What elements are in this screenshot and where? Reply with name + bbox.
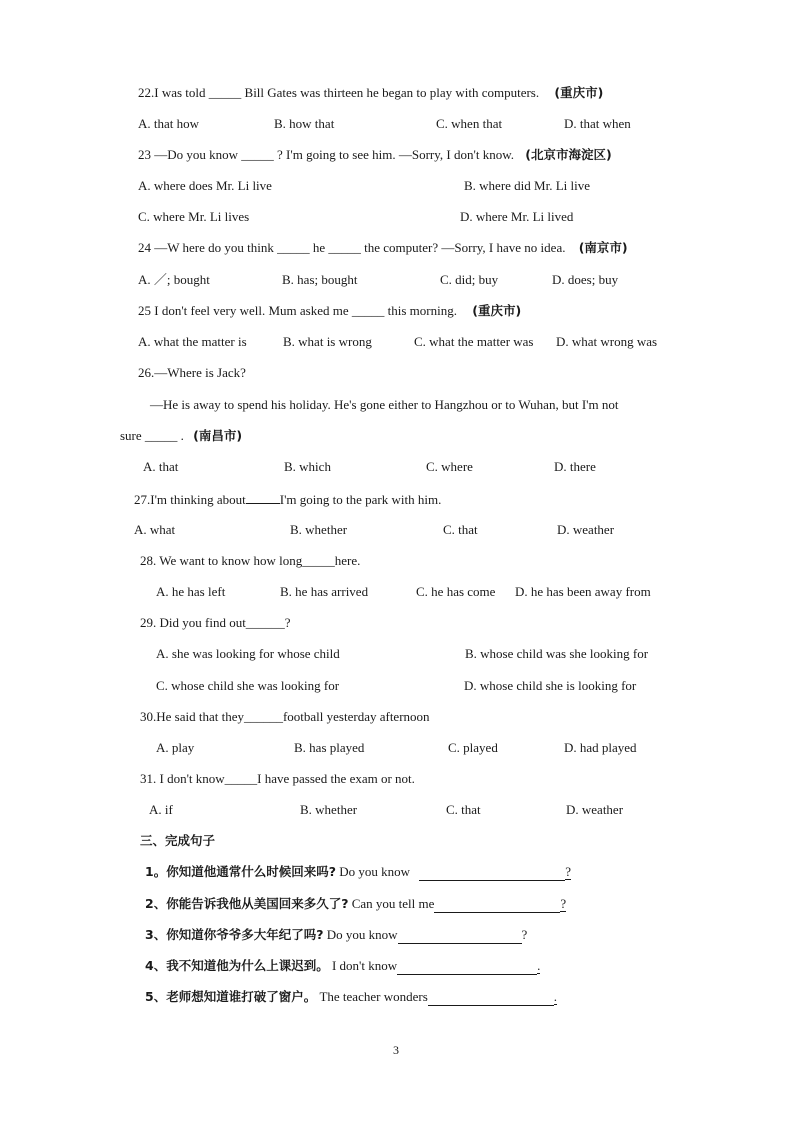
q30-option-d: D. had played (564, 740, 637, 755)
answer-blank (398, 927, 522, 944)
q29-option-b: B. whose child was she looking for (465, 646, 649, 661)
q28-option-c: C. he has come (416, 584, 496, 599)
question-23 (138, 147, 612, 163)
sentence-chinese: 你能告诉我他从美国回来多久了? (166, 896, 349, 911)
q23-option-a: A. where does Mr. Li live (138, 178, 272, 193)
q31-option-d: D. weather (566, 802, 624, 817)
question-24 (138, 240, 628, 256)
q28-option-b: B. he has arrived (280, 584, 369, 599)
q26-line-3: sure _____ . (120, 428, 184, 443)
q22-option-c: C. when that (436, 116, 503, 131)
q23-option-c: C. where Mr. Li lives (138, 209, 250, 224)
q30-option-b: B. has played (294, 740, 365, 755)
sentence-number: 4、 (145, 958, 167, 973)
sentence-number: 2、 (145, 896, 167, 911)
q27-option-b: B. whether (290, 522, 348, 537)
q31-stem: 31. I don't know_____I have passed the exam or not. (140, 771, 415, 786)
question-27 (134, 490, 441, 508)
q24-option-b: B. has; bought (282, 272, 358, 287)
q31-option-c: C. that (446, 802, 481, 817)
q25-option-d: D. what wrong was (556, 334, 658, 349)
q24-stem: 24 —W here do you think _____ he _____ the computer? —Sorry, I have no idea. (138, 240, 566, 255)
sentence-item (145, 958, 540, 975)
q24-option-c: C. did; buy (440, 272, 499, 287)
answer-blank (434, 896, 560, 913)
q29-option-d: D. whose child she is looking for (464, 678, 637, 693)
q23-option-d: D. where Mr. Li lived (460, 209, 574, 224)
sentence-number: 5、 (145, 989, 167, 1004)
sentence-chinese: 你知道你爷爷多大年纪了吗? (166, 927, 324, 942)
sentence-item (145, 896, 566, 913)
q27-option-c: C. that (443, 522, 478, 537)
sentence-chinese: 你知道他通常什么时候回来吗? (166, 864, 336, 879)
sentence-english: The teacher wonders (319, 989, 428, 1004)
q22-option-b: B. how that (274, 116, 335, 131)
q24-source: (南京市) (578, 240, 628, 255)
q31-option-a: A. if (149, 802, 173, 817)
q26-option-a: A. that (143, 459, 179, 474)
question-22 (138, 85, 603, 101)
sentence-end: ? (521, 927, 528, 942)
q26-line-2: —He is away to spend his holiday. He's gone either to Hangzhou or to Wuhan, but I'm not (150, 397, 619, 412)
q25-source: (重庆市) (472, 303, 522, 318)
sentence-english: Do you know (339, 864, 410, 879)
q28-stem: 28. We want to know how long_____here. (140, 553, 361, 568)
q27-option-a: A. what (134, 522, 176, 537)
q27-stem-post: I'm going to the park with him. (279, 492, 442, 507)
answer-blank (419, 864, 565, 881)
question-25 (138, 303, 521, 319)
q22-stem: 22.I was told _____ Bill Gates was thirteen he began to play with computers. (138, 85, 540, 100)
sentence-item (145, 927, 527, 944)
answer-blank (428, 989, 554, 1006)
answer-blank (397, 958, 537, 975)
sentence-chinese: 我不知道他为什么上课迟到。 (166, 958, 329, 973)
sentence-english: I don't know (331, 958, 398, 973)
q27-stem-pre: 27.I'm thinking about (134, 492, 246, 507)
q24-option-d: D. does; buy (552, 272, 619, 287)
q29-stem: 29. Did you find out______? (140, 615, 291, 630)
sentence-english: Can you tell me (351, 896, 435, 911)
sentence-english: Do you know (326, 927, 398, 942)
question-26-line-3 (120, 428, 242, 444)
q28-option-d: D. he has been away from (515, 584, 651, 599)
q25-option-c: C. what the matter was (414, 334, 534, 349)
q29-option-a: A. she was looking for whose child (156, 646, 340, 661)
sentence-item (145, 864, 571, 881)
q25-option-a: A. what the matter is (138, 334, 247, 349)
page-number: 3 (393, 1043, 399, 1057)
sentence-end: ? (565, 864, 572, 879)
q23-option-b: B. where did Mr. Li live (464, 178, 591, 193)
q23-stem: 23 —Do you know _____ ? I'm going to see him. —Sorry, I don't know. (138, 147, 514, 162)
q22-option-d: D. that when (564, 116, 631, 131)
sentence-item (145, 989, 557, 1006)
q25-stem: 25 I don't feel very well. Mum asked me _____ this morning. (138, 303, 457, 318)
section-3-heading: 三、完成句子 (140, 833, 216, 848)
q22-source: (重庆市) (554, 85, 604, 100)
sentence-end: ? (560, 896, 567, 911)
q26-stem: 26.—Where is Jack? (138, 365, 246, 380)
q23-source: (北京市海淀区) (525, 147, 612, 162)
q26-option-c: C. where (426, 459, 473, 474)
sentence-end: . (553, 989, 557, 1004)
sentence-number: 3、 (145, 927, 167, 942)
sentence-end: . (537, 958, 541, 973)
q31-option-b: B. whether (300, 802, 358, 817)
q26-option-d: D. there (554, 459, 596, 474)
q24-option-a: A. ／; bought (138, 272, 210, 287)
q27-blank (246, 490, 280, 504)
q30-option-c: C. played (448, 740, 498, 755)
q30-stem: 30.He said that they______football yesterday afternoon (140, 709, 430, 724)
q30-option-a: A. play (156, 740, 195, 755)
q26-option-b: B. which (284, 459, 331, 474)
q28-option-a: A. he has left (156, 584, 226, 599)
sentence-number: 1。 (145, 864, 167, 879)
q26-source: (南昌市) (193, 428, 243, 443)
q29-option-c: C. whose child she was looking for (156, 678, 340, 693)
sentence-chinese: 老师想知道谁打破了窗户。 (166, 989, 317, 1004)
q27-option-d: D. weather (557, 522, 615, 537)
q25-option-b: B. what is wrong (283, 334, 372, 349)
q22-option-a: A. that how (138, 116, 200, 131)
